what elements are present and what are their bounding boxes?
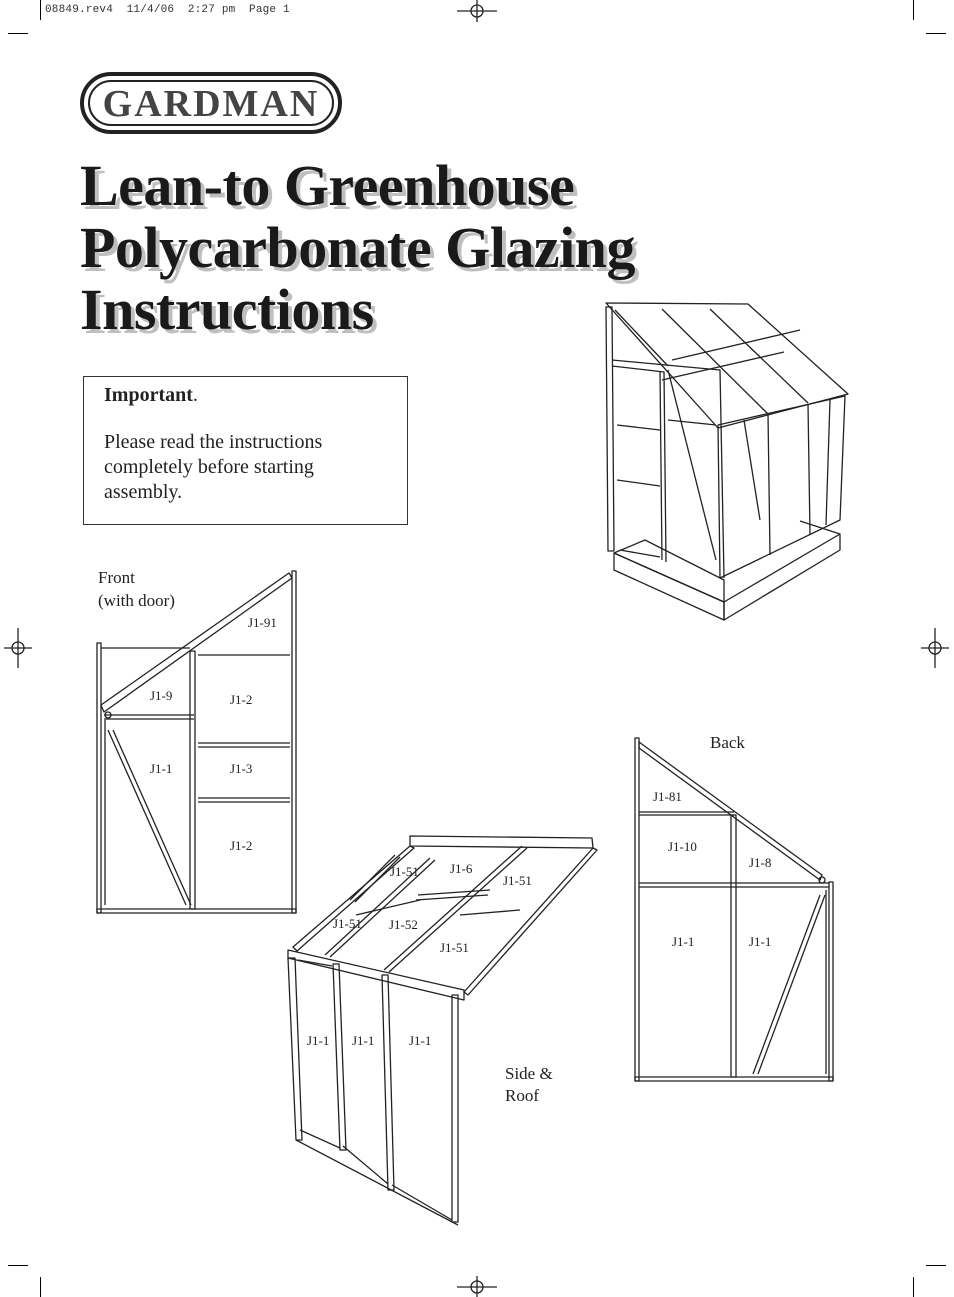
panel-label: J1-6 — [450, 861, 473, 876]
panel-label: J1-3 — [230, 761, 253, 776]
registration-mark-right — [921, 628, 949, 668]
panel-label: J1-81 — [653, 789, 682, 804]
title-line-1: Lean-to Greenhouse — [80, 153, 575, 218]
side-roof-diagram — [288, 836, 597, 1225]
panel-label: J1-1 — [150, 761, 173, 776]
registration-mark-top — [457, 0, 497, 22]
panel-label: J1-91 — [248, 615, 277, 630]
panel-label: J1-51 — [440, 940, 469, 955]
svg-text:Front: Front — [98, 568, 135, 587]
panel-label: J1-51 — [390, 864, 419, 879]
logo-wordmark: GARDMAN — [102, 83, 320, 125]
title-line-2: Polycarbonate Glazing — [80, 215, 635, 280]
panel-label: J1-9 — [150, 688, 173, 703]
panel-label: J1-1 — [749, 934, 772, 949]
front-caption — [98, 568, 175, 610]
panel-label: J1-1 — [307, 1033, 330, 1048]
notice-heading: Important. — [104, 384, 198, 406]
back-caption: Back — [710, 733, 745, 752]
svg-text:Side &: Side & — [505, 1064, 553, 1083]
svg-text:(with door): (with door) — [98, 591, 175, 610]
registration-mark-bottom — [457, 1276, 497, 1297]
panel-label: J1-51 — [503, 873, 532, 888]
panel-label: J1-2 — [230, 692, 253, 707]
notice-body: Please read the instructions completely before starting assembly. — [104, 431, 323, 503]
greenhouse-illustration — [606, 303, 848, 620]
panel-label: J1-52 — [389, 917, 418, 932]
title-line-3: Instructions — [80, 277, 374, 342]
panel-label: J1-1 — [409, 1033, 432, 1048]
registration-mark-left — [4, 628, 32, 668]
panel-label: J1-1 — [352, 1033, 375, 1048]
print-slug: 08849.rev4 11/4/06 2:27 pm Page 1 — [45, 4, 290, 16]
panel-label: J1-1 — [672, 934, 695, 949]
panel-label: J1-2 — [230, 838, 253, 853]
svg-text:Roof: Roof — [505, 1086, 539, 1105]
side-roof-caption — [505, 1064, 553, 1105]
panel-label: J1-8 — [749, 855, 772, 870]
panel-label: J1-51 — [333, 916, 362, 931]
panel-label: J1-10 — [668, 839, 697, 854]
